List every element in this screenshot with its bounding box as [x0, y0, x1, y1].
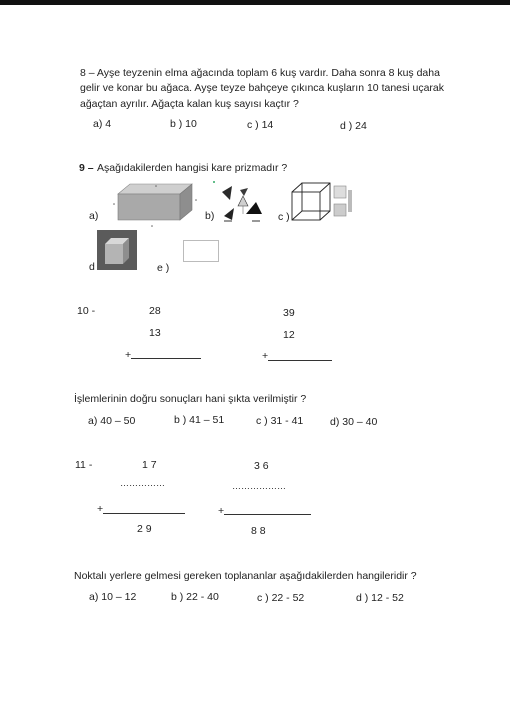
q9-option-e-label[interactable]: e ) [157, 262, 170, 274]
q9-option-b-label[interactable]: b) [205, 210, 215, 222]
q9-option-c-label[interactable]: c ) [278, 211, 290, 223]
q11-option-c[interactable]: c ) 22 - 52 [257, 592, 305, 604]
q11-left-top: 1 7 [142, 459, 157, 471]
q10-option-b[interactable]: b ) 41 – 51 [174, 414, 225, 426]
square-outline-figure[interactable] [183, 240, 219, 262]
q11-left-blank[interactable]: …………… [120, 478, 165, 488]
q10-right-top: 39 [283, 307, 295, 319]
pyramid-net-figure[interactable] [212, 180, 274, 226]
q11-left-plus: + [97, 503, 104, 515]
q10-right-bottom: 12 [283, 329, 295, 341]
q9-number: 9 – [79, 162, 94, 174]
q8-option-c[interactable]: c ) 14 [247, 119, 274, 131]
q8-option-b[interactable]: b ) 10 [170, 118, 197, 130]
q11-number: 11 - [75, 459, 93, 471]
q8-option-d[interactable]: d ) 24 [340, 120, 367, 132]
q10-left-top: 28 [149, 305, 161, 317]
q8-option-a[interactable]: a) 4 [93, 118, 112, 130]
q11-right-sum-line [224, 514, 311, 515]
q10-option-d[interactable]: d) 30 – 40 [330, 416, 378, 428]
q9-option-a-label[interactable]: a) [89, 210, 99, 222]
q8-line-2: gelir ve konar bu ağaca. Ayşe teyze bahçeye çıkınca kuşların 10 tanesi uçarak [80, 82, 445, 94]
q10-option-a[interactable]: a) 40 – 50 [88, 415, 136, 427]
q10-left-bottom: 13 [149, 327, 161, 339]
q8-line-3: ağaçtan ayrılır. Ağaçta kalan kuş sayısı kaçtır ? [80, 98, 299, 110]
q10-number: 10 - [77, 305, 96, 317]
q9-option-d-label[interactable]: d [89, 261, 95, 273]
q10-left-plus: + [125, 349, 132, 361]
q11-left-result: 2 9 [137, 523, 152, 535]
q11-option-b[interactable]: b ) 22 - 40 [171, 591, 219, 603]
q10-right-plus: + [262, 350, 269, 362]
q10-option-c[interactable]: c ) 31 - 41 [256, 415, 304, 427]
q11-option-a[interactable]: a) 10 – 12 [89, 591, 137, 603]
q11-right-result: 8 8 [251, 525, 266, 537]
rectangular-prism-figure[interactable] [112, 180, 198, 230]
q11-left-sum-line [103, 513, 185, 514]
q10-right-answer-line[interactable] [268, 360, 332, 361]
q9-question: Aşağıdakilerden hangisi kare prizmadır ? [97, 162, 288, 174]
q8-line-1: 8 – Ayşe teyzenin elma ağacında toplam 6 kuş vardır. Daha sonra 8 kuş daha [80, 67, 440, 79]
wire-cube-figure[interactable] [284, 180, 356, 228]
q10-left-answer-line[interactable] [131, 358, 201, 359]
q11-right-plus: + [218, 505, 225, 517]
cube-photo-figure[interactable] [97, 230, 137, 270]
scan-top-edge [0, 0, 510, 5]
q11-right-top: 3 6 [254, 460, 269, 472]
q11-option-d[interactable]: d ) 12 - 52 [356, 592, 404, 604]
q10-question: İşlemlerinin doğru sonuçları hani şıkta verilmiştir ? [74, 393, 307, 405]
q11-right-blank[interactable]: ……………… [232, 481, 286, 491]
q11-question: Noktalı yerlere gelmesi gereken toplananlar aşağıdakilerden hangileridir ? [74, 570, 417, 582]
